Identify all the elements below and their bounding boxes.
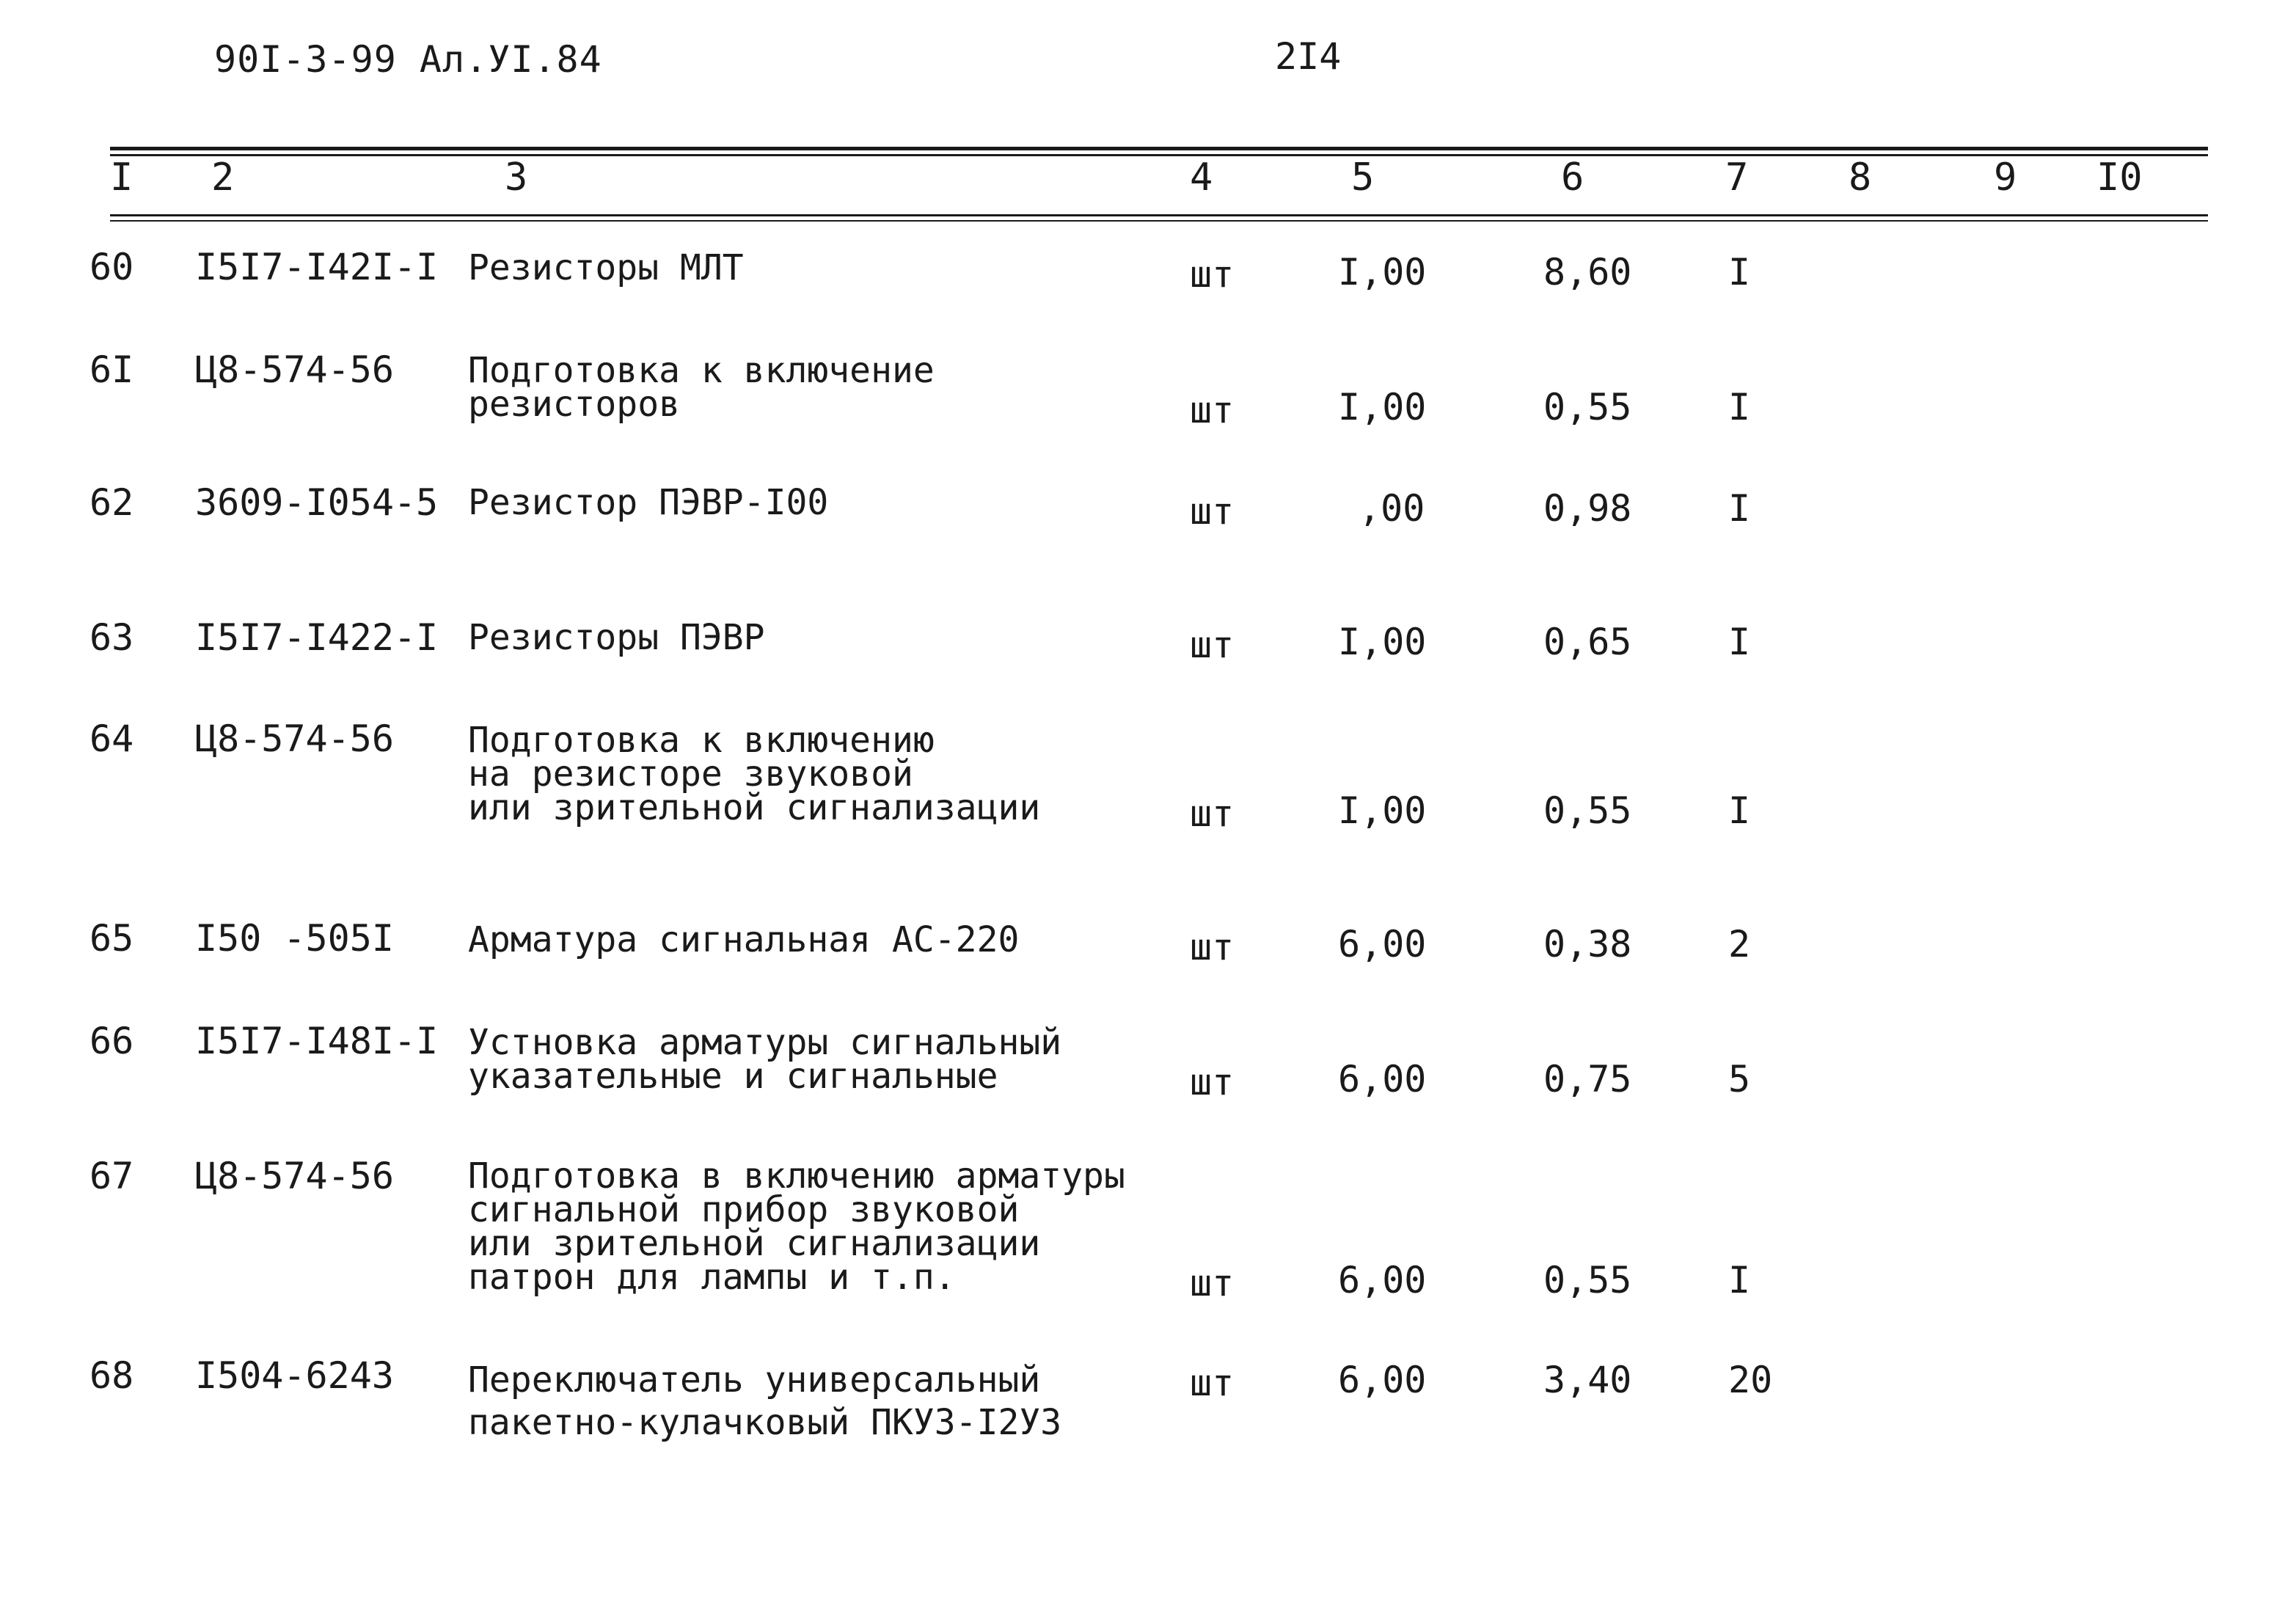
row-number: 66	[89, 1020, 134, 1062]
item-description: Резисторы ПЭВР	[468, 617, 765, 658]
row-number: 67	[89, 1155, 134, 1197]
rate: 0,38	[1543, 923, 1632, 965]
header-bottom-rule	[110, 214, 2208, 216]
rate: 3,40	[1543, 1359, 1632, 1401]
item-description: Арматура сигнальная АС-220	[468, 919, 1020, 960]
column-number-7: 7	[1725, 156, 1749, 200]
quantity: ,00	[1359, 487, 1425, 530]
total: I	[1728, 251, 1751, 293]
unit: шт	[1190, 389, 1235, 431]
header-bottom-rule-thin	[110, 220, 2208, 222]
column-number-4: 4	[1190, 156, 1213, 200]
item-code: I50 -505I	[195, 917, 394, 960]
quantity: I,00	[1338, 621, 1427, 663]
item-code: Ц8-574-56	[195, 717, 394, 760]
item-description: Резисторы МЛТ	[468, 247, 744, 288]
unit: шт	[1190, 490, 1235, 533]
unit: шт	[1190, 253, 1235, 296]
unit: шт	[1190, 1262, 1235, 1304]
rate: 8,60	[1543, 251, 1632, 293]
rate: 0,98	[1543, 487, 1632, 530]
rate: 0,55	[1543, 386, 1632, 428]
row-number: 6I	[89, 348, 134, 391]
column-number-1: I	[110, 156, 134, 200]
quantity: 6,00	[1338, 1259, 1427, 1301]
item-description: Подготовка к включение резисторов	[468, 350, 935, 425]
table-top-rule	[110, 147, 2208, 150]
item-code: 3609-I054-5	[195, 481, 439, 524]
total: I	[1728, 789, 1751, 832]
column-number-6: 6	[1561, 156, 1584, 200]
unit: шт	[1190, 792, 1235, 835]
total: I	[1728, 386, 1751, 428]
item-description: Устновка арматуры сигнальный указательные и сигнальные	[468, 1022, 1062, 1097]
item-code: I5I7-I42I-I	[195, 246, 439, 288]
column-number-2: 2	[211, 156, 235, 200]
row-number: 68	[89, 1354, 134, 1397]
table-top-rule-thin	[110, 154, 2208, 156]
column-number-10: I0	[2096, 156, 2143, 200]
row-number: 65	[89, 917, 134, 960]
item-code: I5I7-I48I-I	[195, 1020, 439, 1062]
item-description: Подготовка в включению арматуры сигнальной прибор звуковой или зрительной сигнализации патрон для лампы и т.п.	[468, 1155, 1125, 1298]
rate: 0,75	[1543, 1058, 1632, 1100]
column-number-3: 3	[505, 156, 528, 200]
item-code: I504-6243	[195, 1354, 394, 1397]
column-number-5: 5	[1351, 156, 1375, 200]
quantity: 6,00	[1338, 1359, 1427, 1401]
unit: шт	[1190, 926, 1235, 968]
quantity: I,00	[1338, 251, 1427, 293]
total: 20	[1728, 1359, 1773, 1401]
page-number: 2I4	[1275, 35, 1342, 78]
total: I	[1728, 621, 1751, 663]
rate: 0,55	[1543, 1259, 1632, 1301]
unit: шт	[1190, 1362, 1235, 1404]
total: 5	[1728, 1058, 1751, 1100]
quantity: I,00	[1338, 789, 1427, 832]
row-number: 63	[89, 616, 134, 659]
item-description: Резистор ПЭВР-I00	[468, 482, 829, 523]
item-code: I5I7-I422-I	[195, 616, 439, 659]
item-code: Ц8-574-56	[195, 348, 394, 391]
row-number: 64	[89, 717, 134, 760]
total: 2	[1728, 923, 1751, 965]
quantity: I,00	[1338, 386, 1427, 428]
total: I	[1728, 1259, 1751, 1301]
quantity: 6,00	[1338, 923, 1427, 965]
row-number: 62	[89, 481, 134, 524]
unit: шт	[1190, 624, 1235, 666]
item-description: Переключатель универсальный пакетно-кулачковый ПКУЗ-I2УЗ	[468, 1359, 1062, 1443]
document-code: 90I-3-99 Ал.УI.84	[214, 38, 602, 81]
rate: 0,65	[1543, 621, 1632, 663]
total: I	[1728, 487, 1751, 530]
item-code: Ц8-574-56	[195, 1155, 394, 1197]
rate: 0,55	[1543, 789, 1632, 832]
quantity: 6,00	[1338, 1058, 1427, 1100]
column-number-9: 9	[1994, 156, 2017, 200]
unit: шт	[1190, 1061, 1235, 1103]
item-description: Подготовка к включению на резисторе звуковой или зрительной сигнализации	[468, 720, 1041, 828]
row-number: 60	[89, 246, 134, 288]
column-number-8: 8	[1849, 156, 1872, 200]
